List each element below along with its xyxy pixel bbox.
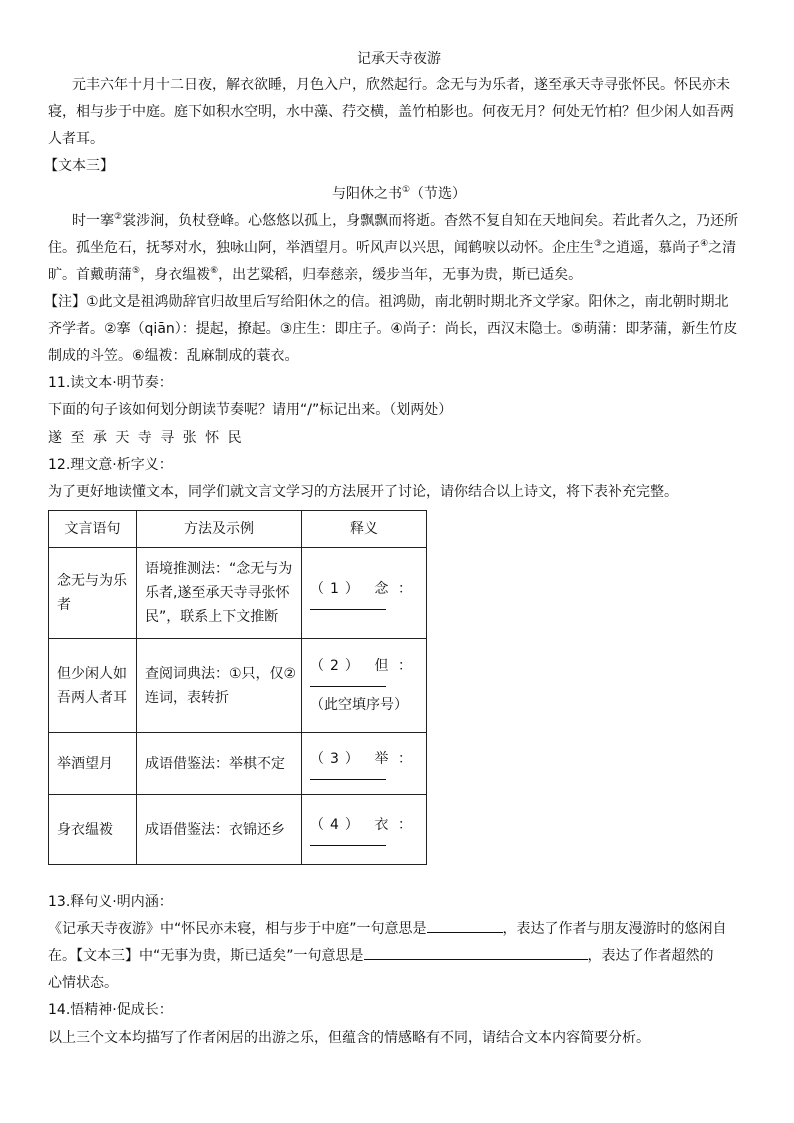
method-line: 民”，联系上下文推断 — [145, 609, 279, 625]
p3-seg: 时一搴 — [72, 213, 114, 229]
sentence-line: 者 — [57, 597, 71, 613]
passage1-line-1: 元丰六年十月十二日夜，解衣欲睡，月色入户，欣然起行。念无与为乐者，遂至承天寺寻张怀民。怀民亦未 — [72, 77, 730, 93]
p3-seg: 住。孤坐危石，抚琴对水，独咏山阿，举酒望月。听风声以兴思，闻鹤唳以动怀。企庄生 — [48, 240, 594, 256]
p3-seg: ，出艺粱稻，归奉慈亲，缓步当年，无事为贵，斯已适矣。 — [218, 267, 583, 283]
table-row — [49, 548, 427, 639]
blank-number: （1） — [310, 580, 365, 597]
answer-blank-1[interactable] — [310, 601, 386, 610]
q13-text: ，表达了作者超然的 — [587, 948, 714, 964]
blank-number: （2） — [310, 658, 365, 674]
q13-heading: 13.释句义·明内涵： — [48, 894, 173, 910]
q13-answer-blank-2[interactable] — [364, 947, 588, 960]
q11-heading: 11.读文本·明节奏： — [48, 375, 173, 391]
row-sentence: 身衣缊袯 — [49, 795, 137, 865]
note-marker: ② — [114, 212, 123, 222]
row-sentence — [49, 639, 137, 733]
colon: ： — [397, 751, 412, 767]
notes-line-2: 齐学者。②搴（qiān）：提起，撩起。③庄生：即庄子。④尚子：尚长，西汉末隐士。⑤萌蒲：即茅蒲，新生竹皮 — [48, 321, 738, 337]
p3-seg: ，身衣缊袯 — [140, 267, 211, 283]
colon: ： — [397, 658, 412, 674]
q12-table — [48, 510, 427, 865]
q13-text: ，表达了作者与朋友漫游时的悠闲自 — [502, 921, 727, 937]
row-method — [137, 639, 302, 733]
q14-heading: 14.悟精神·促成长： — [48, 1002, 173, 1018]
table-header-row — [49, 511, 427, 548]
table-row — [49, 733, 427, 795]
sentence-line: 吾两人者耳 — [57, 689, 127, 706]
blank-number: （4） — [310, 817, 365, 833]
passage1-title: 记承天寺夜游 — [357, 51, 441, 67]
text3-label: 【文本三】 — [44, 158, 114, 174]
passage1-line-2: 寝，相与步于中庭。庭下如积水空明，水中藻、荇交横，盖竹柏影也。何夜无月？何处无竹柏？但少闲人如吾两 — [48, 104, 734, 120]
row-answer[interactable] — [302, 733, 427, 795]
passage1-line-3: 人者耳。 — [48, 131, 104, 147]
row-answer[interactable] — [302, 639, 427, 733]
row-answer[interactable] — [302, 795, 427, 865]
header-sentence: 文言语句 — [49, 511, 137, 548]
blank-word: 念 — [374, 580, 389, 597]
blank-hint: （此空填序号） — [310, 697, 408, 713]
notes-line-1: 【注】①此文是祖鸿勋辞官归故里后写给阳休之的信。祖鸿勋，南北朝时期北齐文学家。阳休之，南北朝时期北 — [44, 294, 729, 310]
note-marker: ④ — [700, 239, 709, 249]
q11-sentence[interactable]: 遂 至 承 天 寺 寻 张 怀 民 — [48, 430, 242, 446]
method-line: 查阅词典法：①只，仅② — [145, 665, 297, 682]
passage3-line-2 — [48, 238, 736, 258]
q13-line-3: 心情状态。 — [48, 975, 118, 991]
colon: ： — [397, 817, 412, 833]
method-line: 连词，表转折 — [145, 689, 229, 706]
note-marker: ① — [401, 185, 411, 195]
q12-prompt: 为了更好地读懂文本，同学们就文言文学习的方法展开了讨论，请你结合以上诗文，将下表补充完整。 — [48, 484, 678, 500]
q13-text: 《记承天寺夜游》中“怀民亦未寝，相与步于中庭”一句意思是 — [48, 921, 427, 937]
table-row — [49, 639, 427, 733]
answer-blank-2[interactable] — [310, 678, 386, 687]
passage3-line-3 — [48, 265, 582, 285]
q13-line-1 — [48, 919, 727, 939]
method-line: 语境推测法：“念无与为 — [145, 561, 293, 577]
note-marker: ⑥ — [210, 266, 219, 276]
answer-blank-3[interactable] — [310, 771, 386, 780]
p3-seg: 旷。首戴萌蒲 — [48, 267, 132, 283]
sentence-line: 念无与为乐 — [57, 573, 127, 589]
blank-word: 举 — [374, 751, 389, 767]
q14-prompt: 以上三个文本均描写了作者闲居的出游之乐，但蕴含的情感略有不同，请结合文本内容简要分析。 — [48, 1030, 650, 1046]
row-method: 成语借鉴法：举棋不定 — [137, 733, 302, 795]
p3-seg: 裳涉涧，负杖登峰。心悠悠以孤上，身飘飘而将逝。杳然不复自知在天地间矣。若此者久之，乃还所 — [122, 213, 739, 229]
passage3-line-1 — [72, 211, 738, 231]
method-line: 乐者,遂至承天寺寻张怀 — [145, 585, 290, 601]
table-row — [49, 795, 427, 865]
blank-word: 衣 — [374, 817, 389, 833]
q12-heading: 12.理文意·析字义： — [48, 457, 173, 473]
q13-line-2 — [48, 946, 714, 966]
note-marker: ⑤ — [132, 266, 141, 276]
q13-text: 在。【文本三】中“无事为贵，斯已适矣”一句意思是 — [48, 948, 364, 964]
text3-title-suffix: （节选） — [410, 186, 467, 202]
answer-blank-4[interactable] — [310, 837, 386, 846]
p3-seg: 之清 — [708, 240, 737, 256]
q11-prompt: 下面的句子该如何划分朗读节奏呢？请用“/”标记出来。（划两处） — [48, 402, 453, 418]
row-method — [137, 548, 302, 639]
blank-number: （3） — [310, 751, 365, 767]
sentence-line: 但少闲人如 — [57, 665, 127, 682]
colon: ： — [397, 580, 412, 597]
header-method: 方法及示例 — [137, 511, 302, 548]
row-sentence: 举酒望月 — [49, 733, 137, 795]
note-marker: ③ — [594, 239, 603, 249]
row-method: 成语借鉴法：衣锦还乡 — [137, 795, 302, 865]
p3-seg: 之逍遥，慕尚子 — [602, 240, 701, 256]
q13-answer-blank-1[interactable] — [427, 920, 503, 933]
row-sentence — [49, 548, 137, 639]
row-answer[interactable] — [302, 548, 427, 639]
text3-title-text: 与阳休之书 — [331, 186, 402, 202]
header-meaning: 释义 — [302, 511, 427, 548]
text3-title — [48, 183, 750, 203]
blank-word: 但 — [374, 658, 389, 674]
notes-line-3: 制成的斗笠。⑥缊袯：乱麻制成的蓑衣。 — [48, 348, 299, 364]
